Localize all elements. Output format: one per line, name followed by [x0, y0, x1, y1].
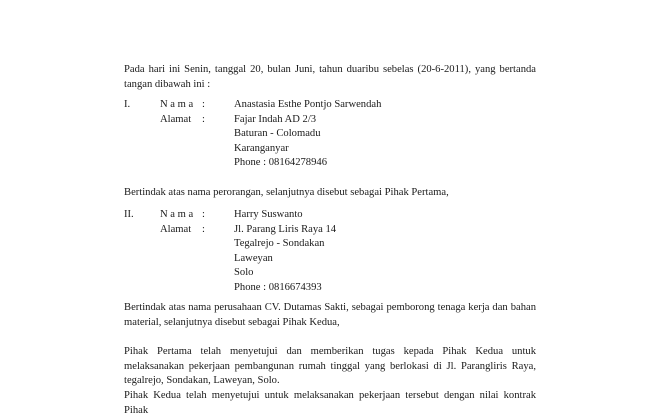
party-1-name: Anastasia Esthe Pontjo Sarwendah [234, 99, 382, 110]
party-2-address-line: Tegalrejo - Sondakan [234, 238, 325, 250]
party-1-address-colon: : [202, 113, 205, 125]
party-2-address-line: Jl. Parang Liris Raya 14 [234, 223, 337, 235]
party-1-address-line: Baturan - Colomadu [234, 128, 321, 140]
party-1-address-row [124, 127, 536, 142]
party-1-name-colon: : [202, 99, 205, 110]
party-2-address-row [124, 252, 536, 267]
party-2-block [124, 208, 536, 296]
party-1-name-row [124, 98, 536, 113]
party-1-phone: Phone : 08164278946 [234, 157, 327, 169]
party-2-name-label: N a m a [160, 209, 194, 220]
party-2-address-colon: : [202, 223, 205, 235]
party-1-phone-row [124, 156, 536, 171]
party-2-phone-row [124, 281, 536, 296]
party-2-name-row [124, 208, 536, 223]
party-2-phone: Phone : 0816674393 [234, 281, 322, 293]
party-1-name-label: N a m a [160, 99, 194, 110]
party-2-address-row [124, 266, 536, 281]
party-1-address-row [124, 142, 536, 157]
party-1-statement: Bertindak atas nama perorangan, selanjutnya disebut sebagai Pihak Pertama, [124, 187, 449, 198]
party-2-address-label: Alamat [160, 223, 192, 235]
party-1-block [124, 98, 536, 171]
party-1-address-line: Karanganyar [234, 142, 289, 154]
party-2-address-row [124, 237, 536, 252]
agreement-paragraph: Pihak Pertama telah menyetujui dan memberikan tugas kepada Pihak Kedua untuk melaksanakan pekerjaan pembangunan rumah tinggal yang berlokasi di Jl. Parangliris Raya, tegalrejo, Sondakan, Laweyan, Solo. [124, 346, 536, 386]
party-1-address-row [124, 113, 536, 128]
intro-paragraph: Pada hari ini Senin, tanggal 20, bulan Juni, tahun duaribu sebelas (20-6-2011), yang bertanda tangan dibawah ini : [124, 64, 536, 90]
party-2-name-colon: : [202, 209, 205, 220]
party-2-address-line: Laweyan [234, 252, 273, 264]
party-1-address-line: Fajar Indah AD 2/3 [234, 113, 317, 125]
party-2-address-line: Solo [234, 267, 254, 279]
party-1-address-label: Alamat [160, 113, 192, 125]
party-2-address-row [124, 223, 536, 238]
party-2-statement: Bertindak atas nama perusahaan CV. Dutamas Sakti, sebagai pemborong tenaga kerja dan bahan material, selanjutnya disebut sebagai Pihak Kedua, [124, 302, 536, 328]
party-2-name: Harry Suswanto [234, 209, 303, 220]
party-2-number: II. [124, 209, 134, 220]
cutoff-paragraph: Pihak Kedua telah menyetujui untuk melaksanakan pekerjaan tersebut dengan nilai kontrak Pihak [124, 390, 536, 416]
party-1-number: I. [124, 99, 131, 110]
